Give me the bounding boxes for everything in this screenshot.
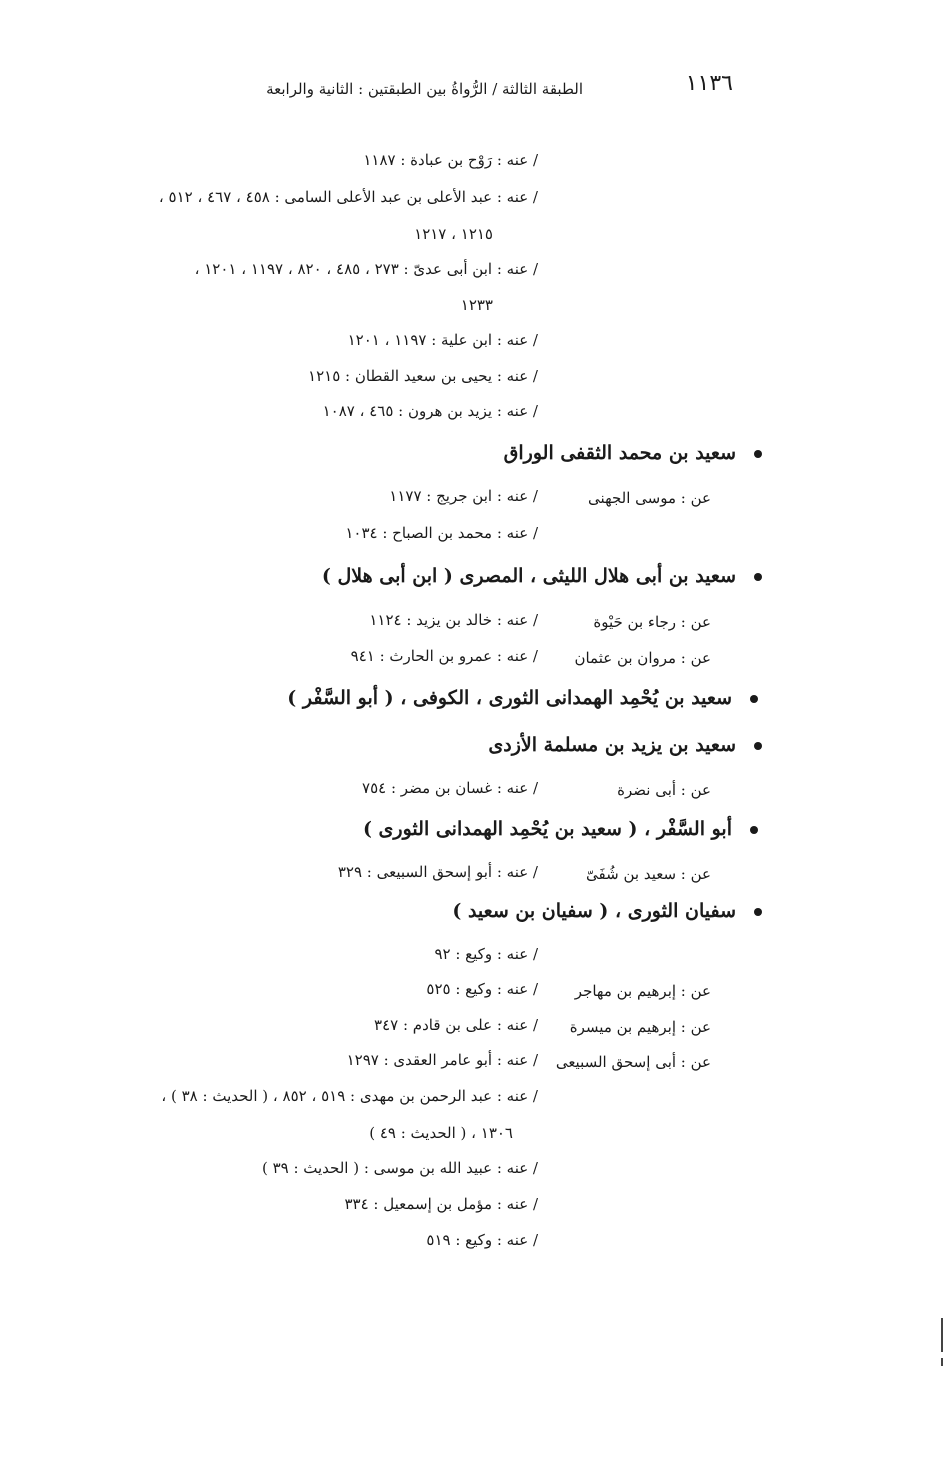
narrator-to: / عنه : وكيع : ٥١٩ (426, 1231, 538, 1249)
narrator-to: / عنه : أبو إسحق السبيعى : ٣٢٩ (337, 863, 538, 881)
narrator-to: / عنه : أبو عامر العقدى : ١٢٩٧ (346, 1051, 538, 1069)
narrator-to: / عنه : وكيع : ٥٢٥ (426, 980, 538, 998)
text-line: / عنه : عبد الأعلى بن عبد الأعلى السامى : ٤٥٨ ، ٤٦٧ ، ٥١٢ ، (158, 188, 538, 206)
entry-heading: أبو السَّفْر ، ( سعيد بن يُحْمِد الهمدانى الثورى ) (362, 818, 732, 840)
entry-heading: سعيد بن محمد الثقفى الوراق (503, 442, 736, 464)
narrator-from: عن : إبرهيم بن ميسرة (569, 1018, 711, 1036)
narrator-from: عن : موسى الجهنى (588, 489, 711, 507)
narrator-to: / عنه : وكيع : ٩٢ (434, 945, 538, 963)
narrator-to: / عنه : غسان بن مضر : ٧٥٤ (362, 779, 538, 797)
narrator-to: / عنه : محمد بن الصباح : ١٠٣٤ (345, 524, 538, 542)
narrator-from: عن : مروان بن عثمان (574, 649, 711, 667)
narrator-to: / عنه : عبد الرحمن بن مهدى : ٥١٩ ، ٨٥٢ ، ( الحديث : ٣٨ ) ، (161, 1087, 538, 1105)
entry-bullet (754, 742, 762, 750)
narrator-to: / عنه : خالد بن يزيد : ١١٢٤ (369, 611, 538, 629)
page-number: ١١٣٦ (685, 71, 733, 96)
narrator-to: / عنه : عبيد الله بن موسى : ( الحديث : ٣٩ ) (261, 1159, 538, 1177)
narrator-from: عن : إبرهيم بن مهاجر (574, 982, 711, 1000)
text-line: / عنه : ابن أبى عدىّ : ٢٧٣ ، ٤٨٥ ، ٨٢٠ ، ١١٩٧ ، ١٢٠١ ، (194, 260, 538, 278)
text-line: / عنه : رَوْح بن عبادة : ١١٨٧ (363, 151, 538, 169)
narrator-to: / عنه : ابن جريج : ١١٧٧ (389, 487, 538, 505)
narrator-from: عن : رجاء بن حَيْوة (593, 613, 711, 631)
text-line: ١٢٣٣ (460, 296, 493, 314)
entry-heading: سعيد بن يُحْمِد الهمدانى الثورى ، الكوفى ، ( أبو السَّفْر ) (287, 687, 732, 709)
scan-edge-mark (941, 1358, 943, 1366)
entry-heading: سعيد بن أبى هلال الليثى ، المصرى ( ابن أبى هلال ) (321, 565, 736, 587)
entry-bullet (754, 573, 762, 581)
narrator-from: عن : أبى إسحق السبيعى (555, 1053, 711, 1071)
scan-edge-mark (941, 1318, 943, 1352)
entry-heading: سعيد بن يزيد بن مسلمة الأزدى (488, 734, 736, 756)
narrator-to: / عنه : على بن قادم : ٣٤٧ (374, 1016, 538, 1034)
narrator-from: عن : أبى نضرة (617, 781, 711, 799)
narrator-to: / عنه : مؤمل بن إسمعيل : ٣٣٤ (344, 1195, 538, 1213)
text-line: / عنه : يحيى بن سعيد القطان : ١٢١٥ (308, 367, 538, 385)
text-line: ١٢١٥ ، ١٢١٧ (414, 225, 493, 243)
narrator-to: ١٣٠٦ ، ( الحديث : ٤٩ ) (369, 1124, 513, 1142)
running-title: الطبقة الثالثة / الرُّواةُ بين الطبقتين : الثانية والرابعة (266, 80, 583, 98)
entry-bullet (754, 450, 762, 458)
narrator-from: عن : سعيد بن شُفَىّ (586, 865, 711, 883)
text-line: / عنه : ابن علية : ١١٩٧ ، ١٢٠١ (347, 331, 538, 349)
entry-heading: سفيان الثورى ، ( سفيان بن سعيد ) (452, 900, 736, 922)
entry-bullet (750, 695, 758, 703)
text-line: / عنه : يزيد بن هرون : ٤٦٥ ، ١٠٨٧ (322, 402, 538, 420)
entry-bullet (754, 908, 762, 916)
entry-bullet (750, 826, 758, 834)
narrator-to: / عنه : عمرو بن الحارث : ٩٤١ (350, 647, 538, 665)
